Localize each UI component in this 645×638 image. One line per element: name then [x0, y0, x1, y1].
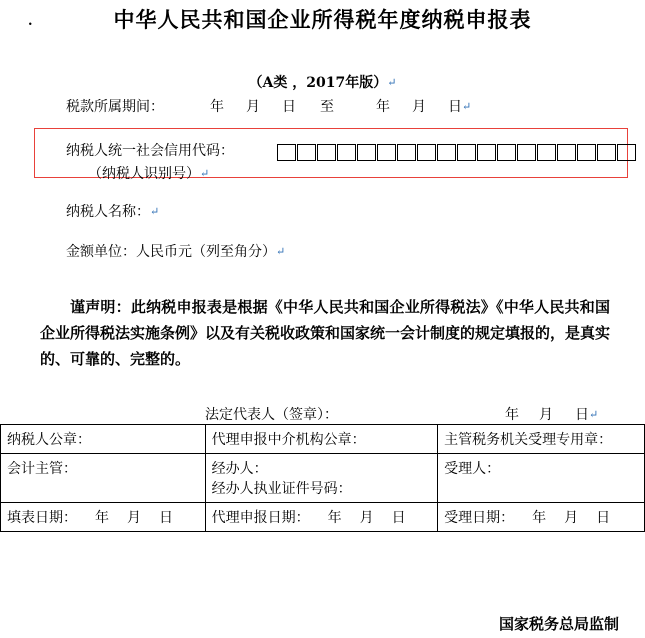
dot-mark: . — [28, 14, 33, 29]
credit-code-cell[interactable] — [437, 144, 456, 161]
paragraph-mark-icon: ↵ — [150, 205, 160, 218]
tax-period-row — [66, 96, 471, 116]
credit-code-cell[interactable] — [537, 144, 556, 161]
amount-unit-row — [66, 241, 285, 261]
legal-representative-row — [205, 404, 338, 424]
tax-period-day: 日 — [282, 99, 296, 115]
cell-taxpayer-seal-label: 纳税人公章： — [7, 432, 91, 448]
agent-date-label: 代理申报日期： — [211, 510, 310, 526]
cell-tax-authority-seal[interactable] — [438, 425, 645, 454]
amount-unit-label: 金额单位：人民币元（列至角分） — [66, 244, 276, 260]
legal-rep-year: 年 — [505, 407, 519, 423]
tax-period-day-2: 日 — [448, 99, 462, 115]
accept-date-year: 年 — [532, 510, 547, 526]
taxpayer-name-row — [66, 201, 159, 221]
agent-date-day: 日 — [391, 510, 406, 526]
credit-code-cell[interactable] — [497, 144, 516, 161]
table-row — [1, 454, 645, 503]
cell-receiver[interactable] — [438, 454, 645, 503]
declaration-paragraph: 谨声明：此纳税申报表是根据《中华人民共和国企业所得税法》《中华人民共和国企业所得税法实施条例》以及有关税收政策和国家统一会计制度的规定填报的，是真实的、可靠的、完整的。 — [40, 298, 611, 368]
tax-period-label: 税款所属期间： — [66, 99, 164, 115]
legal-rep-day: 日 — [575, 407, 589, 423]
tax-period-month: 月 — [246, 99, 260, 115]
cell-agent-handler-label: 经办人： — [211, 461, 268, 477]
tax-period-month-2: 月 — [412, 99, 426, 115]
legal-representative-label: 法定代表人（签章）： — [205, 407, 338, 423]
credit-code-input-boxes[interactable] — [277, 144, 637, 161]
credit-code-cell[interactable] — [577, 144, 596, 161]
accept-date-label: 受理日期： — [444, 510, 515, 526]
fill-date-day: 日 — [159, 510, 173, 526]
tax-period-year: 年 — [210, 99, 224, 115]
accept-date-month: 月 — [564, 510, 579, 526]
credit-code-cell[interactable] — [337, 144, 356, 161]
credit-code-cell[interactable] — [317, 144, 336, 161]
credit-code-label-text: 纳税人统一社会信用代码： — [66, 143, 234, 159]
table-row — [1, 425, 645, 454]
agent-date-month: 月 — [359, 510, 374, 526]
credit-code-cell[interactable] — [557, 144, 576, 161]
paragraph-mark-icon: ↵ — [589, 408, 599, 421]
accept-date-day: 日 — [596, 510, 611, 526]
credit-code-cell[interactable] — [417, 144, 436, 161]
legal-representative-date — [505, 404, 598, 424]
signature-table — [0, 424, 645, 532]
credit-code-cell[interactable] — [457, 144, 476, 161]
credit-code-sublabel — [88, 163, 209, 183]
cell-agent-handler[interactable] — [205, 454, 438, 503]
cell-fill-date[interactable] — [1, 503, 206, 532]
cell-accept-date[interactable] — [438, 503, 645, 532]
cell-agent-date[interactable] — [205, 503, 438, 532]
credit-code-cell[interactable] — [517, 144, 536, 161]
cell-agent-seal-label: 代理申报中介机构公章： — [211, 432, 366, 448]
document-subtitle-text: （A类 ，2017年版） — [248, 75, 388, 91]
taxpayer-name-label: 纳税人名称： — [66, 204, 150, 220]
credit-code-cell[interactable] — [377, 144, 396, 161]
agent-date-year: 年 — [327, 510, 342, 526]
credit-code-cell[interactable] — [357, 144, 376, 161]
document-subtitle — [0, 72, 645, 92]
paragraph-mark-icon: ↵ — [200, 167, 210, 180]
fill-date-year: 年 — [95, 510, 109, 526]
table-row — [1, 503, 645, 532]
page-title: 中华人民共和国企业所得税年度纳税申报表 — [113, 7, 532, 32]
tax-period-to: 至 — [320, 99, 334, 115]
cell-taxpayer-seal[interactable] — [1, 425, 206, 454]
credit-code-cell[interactable] — [297, 144, 316, 161]
fill-date-month: 月 — [127, 510, 141, 526]
cell-receiver-label: 受理人： — [444, 461, 501, 477]
paragraph-mark-icon: ↵ — [462, 100, 472, 113]
fill-date-label: 填表日期： — [7, 510, 77, 526]
paragraph-mark-icon: ↵ — [387, 76, 397, 89]
credit-code-label — [66, 140, 234, 160]
cell-accounting-supervisor-label: 会计主管： — [7, 461, 77, 477]
credit-code-cell[interactable] — [477, 144, 496, 161]
tax-period-year-2: 年 — [376, 99, 390, 115]
credit-code-cell[interactable] — [277, 144, 296, 161]
cell-accounting-supervisor[interactable] — [1, 454, 206, 503]
credit-code-cell[interactable] — [617, 144, 636, 161]
credit-code-cell[interactable] — [397, 144, 416, 161]
cell-agent-seal[interactable] — [205, 425, 438, 454]
legal-rep-month: 月 — [539, 407, 553, 423]
paragraph-mark-icon: ↵ — [276, 245, 286, 258]
footer-issuer: 国家税务总局监制 — [498, 615, 619, 633]
cell-agent-license-label: 经办人执业证件号码： — [211, 481, 352, 497]
credit-code-cell[interactable] — [597, 144, 616, 161]
cell-tax-authority-seal-label: 主管税务机关受理专用章： — [444, 432, 613, 448]
credit-code-sublabel-text: （纳税人识别号） — [88, 166, 200, 182]
